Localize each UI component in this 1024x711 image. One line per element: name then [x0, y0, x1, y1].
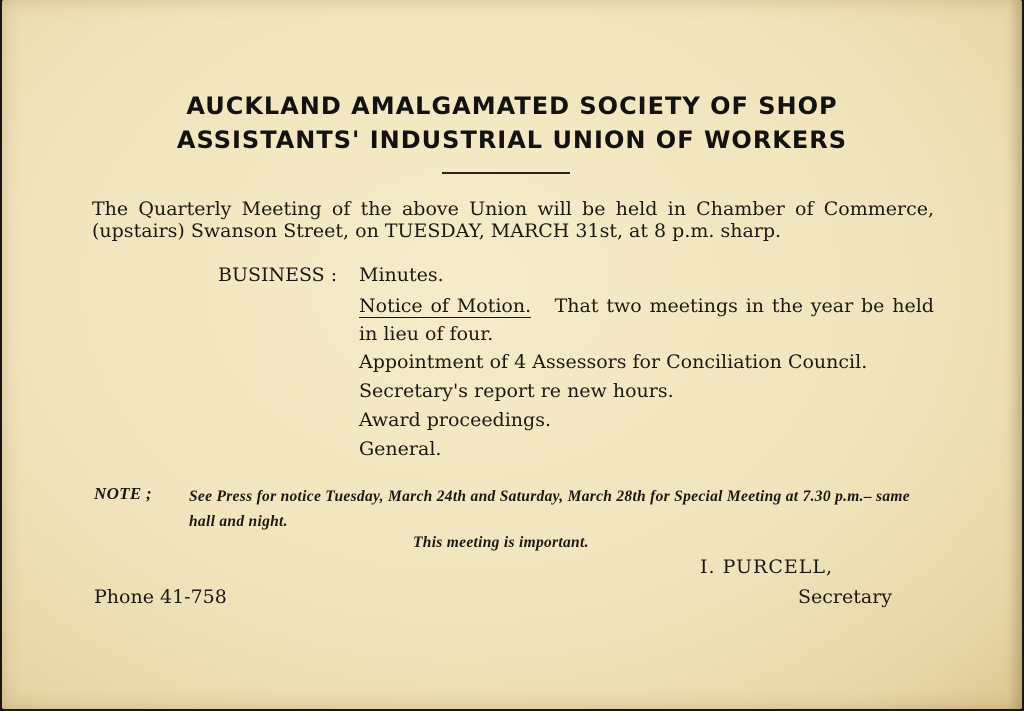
secretary-name: I. PURCELL, [700, 556, 834, 578]
motion-text: That two meetings in the year be held in lieu of four. [359, 295, 934, 345]
business-item-assessors: Appointment of 4 Assessors for Conciliation Council. [359, 351, 868, 373]
union-title-line-1: AUCKLAND AMALGAMATED SOCIETY OF SHOP [186, 92, 838, 120]
business-item-minutes: Minutes. [359, 264, 444, 286]
note-text: See Press for notice Tuesday, March 24th and Saturday, March 28th for Special Meeting at 7.30 p.m.– same hall and night. [189, 488, 910, 530]
meeting-notice-card [2, 0, 1022, 709]
meeting-announcement: The Quarterly Meeting of the above Union will be held in Chamber of Commerce, (upstairs) Swanson Street, on TUESDAY, MARCH 31st, at 8 p.m. sharp. [92, 198, 934, 242]
business-item-award: Award proceedings. [359, 409, 551, 431]
important-notice: This meeting is important. [413, 534, 589, 551]
business-item-secretary-report: Secretary's report re new hours. [359, 380, 674, 402]
business-label: BUSINESS : [218, 264, 338, 286]
business-item-general: General. [359, 438, 442, 460]
secretary-title: Secretary [798, 586, 893, 608]
union-title-line-2: ASSISTANTS' INDUSTRIAL UNION OF WORKERS [176, 126, 848, 154]
note-label: NOTE ; [94, 484, 152, 503]
phone-number: Phone 41-758 [94, 586, 227, 608]
title-divider [442, 172, 570, 174]
business-item-motion [359, 292, 934, 348]
motion-label: Notice of Motion. [359, 295, 532, 317]
